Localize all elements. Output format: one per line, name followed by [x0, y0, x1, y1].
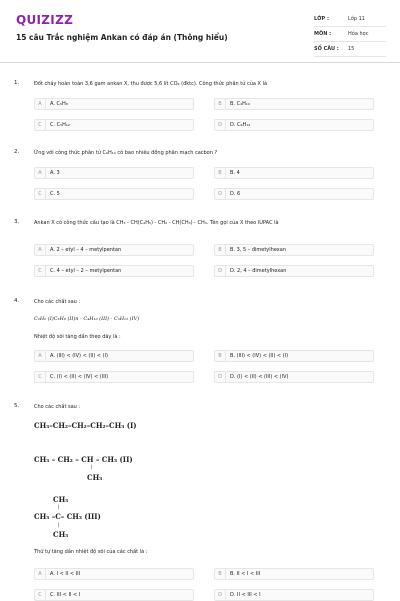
option-letter: C	[35, 372, 46, 382]
option-text: B. C₄H₁₀	[230, 101, 250, 107]
option-c[interactable]	[34, 119, 194, 131]
option-d[interactable]	[214, 188, 374, 200]
page-title: 15 câu Trắc nghiệm Ankan có đáp án (Thông hiểu)	[16, 33, 228, 42]
option-text: B. 3, 5 – đimetylhexan	[230, 247, 286, 253]
option-b[interactable]	[214, 350, 374, 362]
option-letter: A	[35, 245, 46, 255]
option-letter: C	[35, 266, 46, 276]
option-letter: C	[35, 120, 46, 130]
meta-value: Hóa học	[348, 31, 369, 37]
option-d[interactable]	[214, 371, 374, 383]
option-d[interactable]	[214, 589, 374, 601]
option-letter: C	[35, 189, 46, 199]
option-text: C. 5	[50, 191, 60, 197]
option-text: A. (III) < (IV) < (II) < (I)	[50, 353, 108, 359]
option-c[interactable]	[34, 589, 194, 601]
question-number: 4.	[14, 298, 20, 304]
formula-line: C₂H₆ (I)C₃H₈ (II)n - C₄H₁₀ (III) - C₅H₁₂ (IV)	[34, 316, 140, 322]
structure-3-bond-top: |	[58, 504, 60, 510]
meta-table	[314, 12, 386, 57]
option-letter: D	[215, 372, 226, 382]
option-d[interactable]	[214, 119, 374, 131]
question-text: Đốt cháy hoàn toàn 3,6 gam ankan X, thu được 5,6 lít CO₂ (đktc). Công thức phân tử của X là	[34, 81, 268, 87]
option-text: D. II < III < I	[230, 592, 261, 598]
option-text: A. C₅H₈	[50, 101, 68, 107]
option-text: C. 4 – etyl – 2 – metylpentan	[50, 268, 122, 274]
question-text: Cho các chất sau :	[34, 299, 81, 305]
structure-3: CH₃ –C– CH₃ (III)	[34, 512, 101, 521]
question-number: 3.	[14, 219, 20, 225]
option-letter: A	[35, 569, 46, 579]
option-text: A. I < II < III	[50, 571, 81, 577]
meta-key: MÔN :	[314, 31, 332, 37]
meta-row-count	[314, 42, 386, 57]
structure-3-top: CH₃	[53, 495, 69, 504]
meta-key: SỐ CÂU :	[314, 46, 339, 52]
option-text: A. 3	[50, 170, 60, 176]
option-letter: D	[215, 189, 226, 199]
option-text: A. 2 – etyl – 4 – metylpentan	[50, 247, 122, 253]
structure-2: CH₃ – CH₂ – CH – CH₃ (II)	[34, 455, 133, 464]
meta-key: LỚP :	[314, 16, 329, 22]
option-d[interactable]	[214, 265, 374, 277]
option-b[interactable]	[214, 167, 374, 179]
option-letter: C	[35, 590, 46, 600]
option-text: D. 2, 4 – đimetylhexan	[230, 268, 287, 274]
option-a[interactable]	[34, 350, 194, 362]
option-a[interactable]	[34, 98, 194, 110]
option-b[interactable]	[214, 98, 374, 110]
option-letter: B	[215, 569, 226, 579]
option-text: B. (III) < (IV) < (II) < (I)	[230, 353, 289, 359]
option-a[interactable]	[34, 568, 194, 580]
question-number: 5.	[14, 403, 20, 409]
option-b[interactable]	[214, 244, 374, 256]
structure-1: CH₃–CH₂–CH₂–CH₂–CH₃ (I)	[34, 421, 137, 430]
option-text: C. C₅H₁₂	[50, 122, 70, 128]
option-text: C. III < II < I	[50, 592, 81, 598]
option-letter: A	[35, 351, 46, 361]
option-text: B. II < I < III	[230, 571, 261, 577]
meta-value: Lớp 11	[348, 16, 365, 22]
option-text: C. (I) < (II) < (IV) < (III)	[50, 374, 109, 380]
option-text: D. C₆H₁₂	[230, 122, 251, 128]
option-a[interactable]	[34, 167, 194, 179]
option-c[interactable]	[34, 188, 194, 200]
option-letter: D	[215, 266, 226, 276]
meta-value: 15	[348, 46, 355, 52]
question-text: Cho các chất sau :	[34, 404, 81, 410]
option-b[interactable]	[214, 568, 374, 580]
option-a[interactable]	[34, 244, 194, 256]
option-text: D. 6	[230, 191, 241, 197]
option-letter: A	[35, 168, 46, 178]
option-letter: D	[215, 590, 226, 600]
question-number: 2.	[14, 149, 20, 155]
header-divider	[0, 62, 400, 63]
option-text: D. (I) < (II) < (III) < (IV)	[230, 374, 289, 380]
option-letter: B	[215, 351, 226, 361]
meta-row-class	[314, 12, 386, 27]
structure-2-bond: |	[91, 464, 93, 470]
structure-3-bottom: CH₃	[53, 530, 69, 539]
option-letter: A	[35, 99, 46, 109]
option-text: B. 4	[230, 170, 240, 176]
option-c[interactable]	[34, 371, 194, 383]
question-subtext: Thứ tự tăng dần nhiệt độ sôi của các chất là :	[34, 549, 148, 555]
option-letter: B	[215, 99, 226, 109]
question-number: 1.	[14, 80, 20, 86]
question-text: Ankan X có công thức cấu tạo là CH₃ - CH(C₂H₅) - CH₂ - CH(CH₃) - CH₃. Tên gọi của X theo IUPAC là	[34, 220, 279, 226]
option-letter: B	[215, 245, 226, 255]
question-text: Ứng với công thức phân tử C₆H₁₄ có bao nhiêu đồng phân mạch cacbon ?	[34, 150, 218, 156]
quizizz-logo: QUIZIZZ	[16, 13, 74, 27]
meta-row-subject	[314, 27, 386, 42]
question-subtext: Nhiệt độ sôi tăng dần theo dãy là :	[34, 334, 121, 340]
structure-3-bond-bottom: |	[58, 522, 60, 528]
option-letter: B	[215, 168, 226, 178]
structure-2-branch: CH₃	[87, 473, 103, 482]
option-letter: D	[215, 120, 226, 130]
option-c[interactable]	[34, 265, 194, 277]
